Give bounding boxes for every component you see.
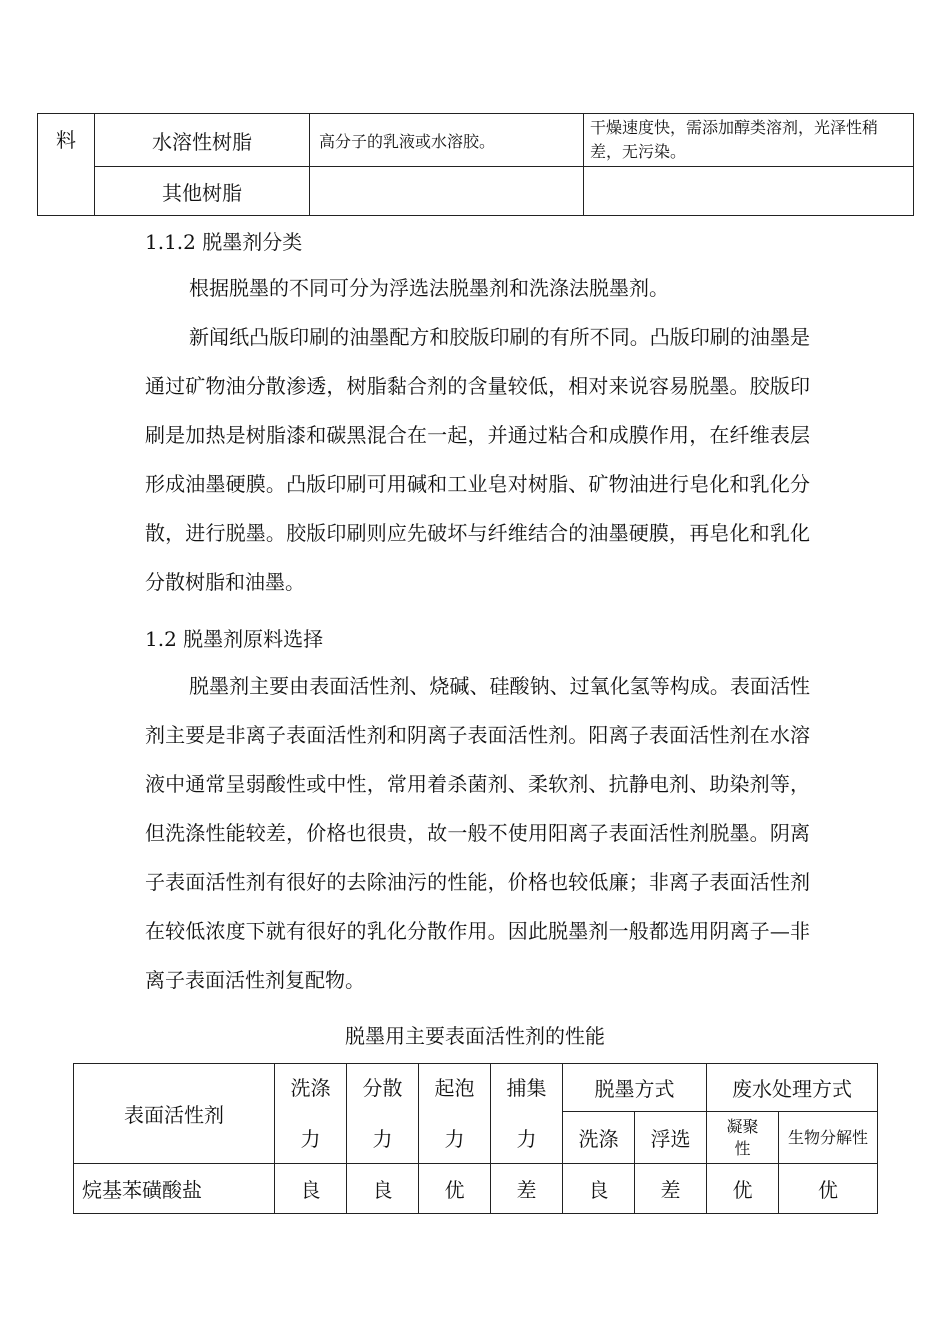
header-line: 力 [444,1127,465,1151]
paragraph: 脱墨剂主要由表面活性剂、烧碱、硅酸钠、过氧化氢等构成。表面活性剂主要是非离子表面活性剂和阴离子表面活性剂。阳离子表面活性剂在水溶液中通常呈弱酸性或中性，常用着杀菌剂、柔软剂、抗静电剂、助染剂等，但洗涤性能较差，价格也很贵，故一般不使用阳离子表面活性剂脱墨。阴离子表面活性剂有很好的去除油污的性能，价格也较低廉；非离子表面活性剂在较低浓度下就有很好的乳化分散作用。因此脱墨剂一般都选用阴离子—非离子表面活性剂复配物。 [145,674,810,992]
collect-cell: 差 [491,1164,563,1214]
table-row [38,114,914,167]
wash-cell: 良 [275,1164,347,1214]
header-collect [491,1064,563,1164]
paragraph: 新闻纸凸版印刷的油墨配方和胶版印刷的有所不同。凸版印刷的油墨是通过矿物油分散渗透，树脂黏合剂的含量较低，相对来说容易脱墨。胶版印刷是加热是树脂漆和碳黑混合在一起，并通过粘合和成膜作用，在纤维表层形成油墨硬膜。凸版印刷可用碱和工业皂对树脂、矿物油进行皂化和乳化分散，进行脱墨。胶版印刷则应先破坏与纤维结合的油墨硬膜，再皂化和乳化分散树脂和油墨。 [145,325,810,594]
header-surfactant: 表面活性剂 [74,1064,275,1164]
resin-desc-cell [310,167,584,216]
section-heading-1-1-2: 1.1.2 脱墨剂分类 [145,230,303,254]
section-heading-1-2: 1.2 脱墨剂原料选择 [145,627,324,651]
ink-resin-table [37,113,914,216]
biodegradation-cell: 优 [779,1164,878,1214]
resin-feature-cell [584,167,914,216]
table-header-row [74,1064,878,1112]
resin-name-cell: 其他树脂 [95,167,310,216]
header-line: 起泡 [434,1076,475,1100]
resin-desc-cell: 高分子的乳液或水溶胶。 [310,114,584,167]
header-wash [275,1064,347,1164]
table-row [74,1164,878,1214]
resin-feature-cell: 干燥速度快，需添加醇类溶剂，光泽性稍差，无污染。 [584,114,914,167]
header-line: 力 [516,1127,537,1151]
resin-name-cell: 水溶性树脂 [95,114,310,167]
category-cell: 料 [38,114,95,216]
coagulation-cell: 优 [707,1164,779,1214]
header-biodegradation-label: 生物分解性 [788,1127,869,1147]
header-biodegradation [779,1112,878,1164]
header-deink-float: 浮选 [635,1112,707,1164]
header-disperse [347,1064,419,1164]
header-line: 洗涤 [290,1076,331,1100]
header-waste-method: 废水处理方式 [707,1064,878,1112]
header-foam [419,1064,491,1164]
header-deink-method: 脱墨方式 [563,1064,707,1112]
header-line: 力 [372,1127,393,1151]
surfactant-table [73,1063,878,1214]
surfactant-name-cell: 烷基苯磺酸盐 [74,1164,275,1214]
deink-wash-cell: 良 [563,1164,635,1214]
deink-float-cell: 差 [635,1164,707,1214]
header-coagulation-label: 凝聚性 [726,1116,759,1158]
header-line: 捕集 [506,1076,547,1100]
disperse-cell: 良 [347,1164,419,1214]
paragraph: 根据脱墨的不同可分为浮选法脱墨剂和洗涤法脱墨剂。 [189,276,669,300]
foam-cell: 优 [419,1164,491,1214]
header-deink-wash: 洗涤 [563,1112,635,1164]
table-row [38,167,914,216]
header-line: 分散 [362,1076,403,1100]
header-coagulation [707,1112,779,1164]
table-caption: 脱墨用主要表面活性剂的性能 [345,1024,605,1048]
header-line: 力 [300,1127,321,1151]
